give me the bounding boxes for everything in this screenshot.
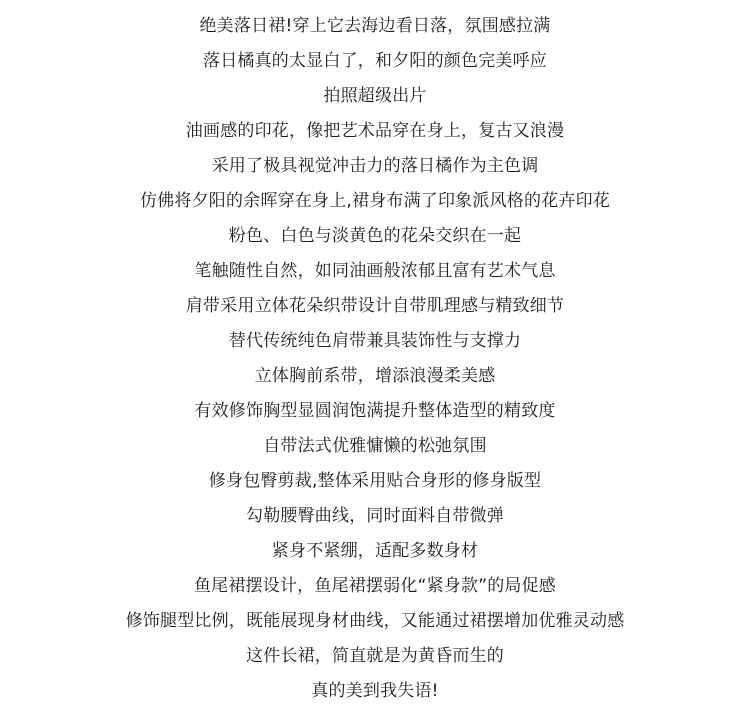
description-line: 修身包臀剪裁,整体采用贴合身形的修身版型 [208, 471, 542, 491]
description-line: 油画感的印花，像把艺术品穿在身上，复古又浪漫 [185, 121, 565, 141]
description-line: 真的美到我失语! [311, 681, 439, 701]
description-line: 紧身不紧绷，适配多数身材 [271, 541, 479, 561]
product-description [0, 9, 750, 709]
description-line: 粉色、白色与淡黄色的花朵交织在一起 [228, 226, 522, 246]
description-line: 落日橘真的太显白了，和夕阳的颜色完美呼应 [203, 51, 547, 71]
description-line: 勾勒腰臀曲线，同时面料自带微弹 [246, 506, 504, 526]
description-line: 笔触随性自然，如同油画般浓郁且富有艺术气息 [194, 261, 556, 281]
description-line: 仿佛将夕阳的余晖穿在身上,裙身布满了印象派风格的花卉印花 [139, 191, 610, 211]
description-line: 有效修饰胸型显圆润饱满提升整体造型的精致度 [194, 401, 556, 421]
description-line: 绝美落日裙!穿上它去海边看日落，氛围感拉满 [199, 16, 551, 36]
description-line: 替代传统纯色肩带兼具装饰性与支撑力 [228, 331, 522, 351]
description-line: 这件长裙，简直就是为黄昏而生的 [246, 646, 504, 666]
description-line: 采用了极具视觉冲击力的落日橘作为主色调 [211, 156, 539, 176]
description-line: 拍照超级出片 [323, 86, 427, 106]
description-line: 自带法式优雅慵懒的松弛氛围 [263, 436, 487, 456]
description-line: 鱼尾裙摆设计，鱼尾裙摆弱化“紧身款”的局促感 [193, 576, 556, 596]
description-line: 修饰腿型比例，既能展现身材曲线，又能通过裙摆增加优雅灵动感 [125, 611, 625, 631]
description-line: 肩带采用立体花朵织带设计自带肌理感与精致细节 [185, 296, 565, 316]
description-line: 立体胸前系带，增添浪漫柔美感 [254, 366, 496, 386]
